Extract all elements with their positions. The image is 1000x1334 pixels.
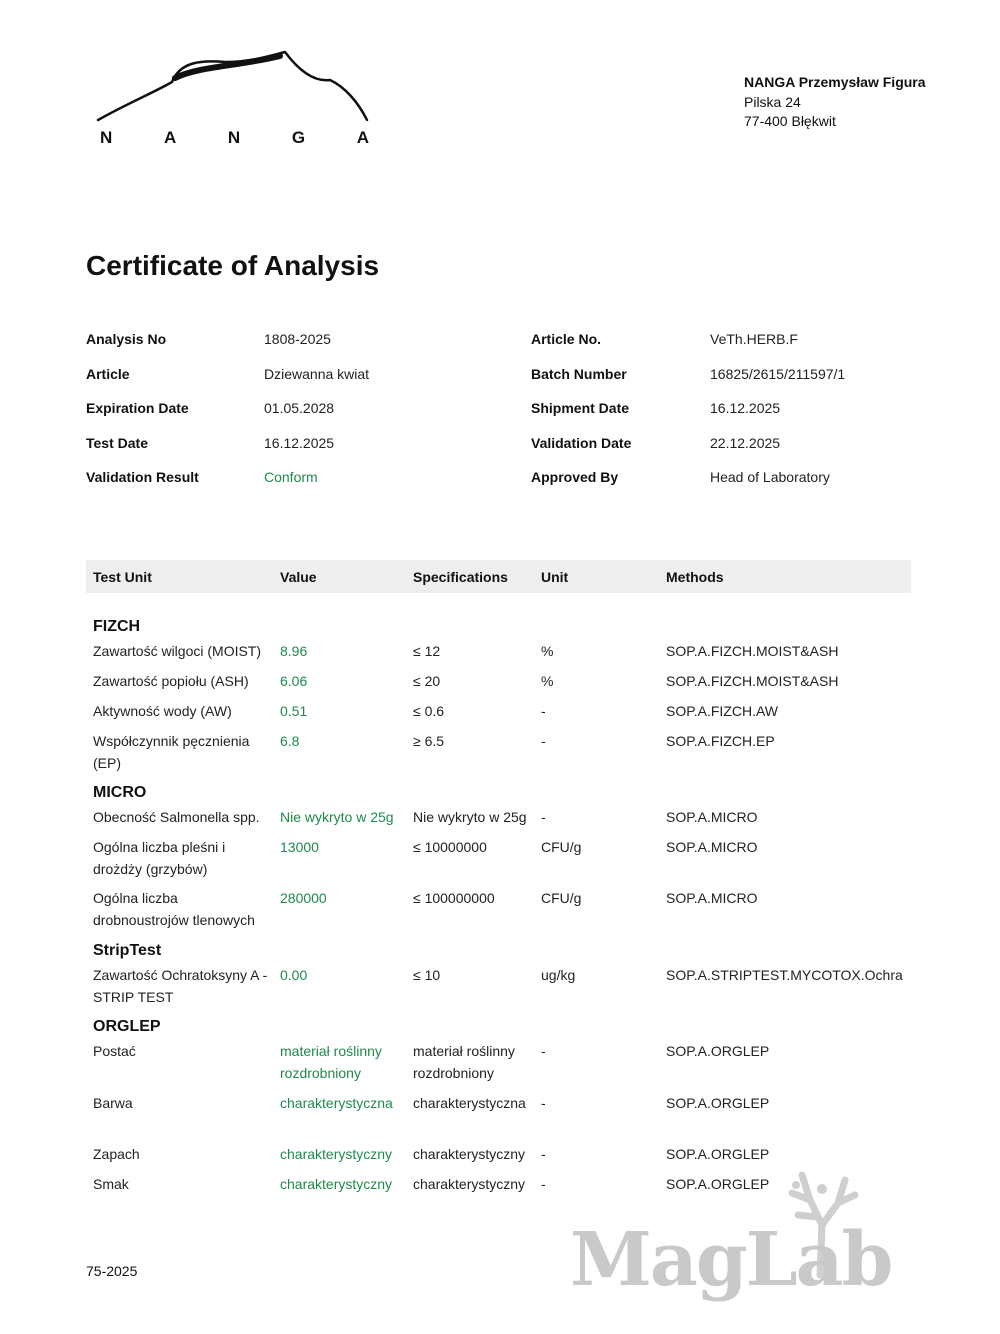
test-unit-cell: Ogólna liczba pleśni i drożdży (grzybów) bbox=[93, 839, 226, 877]
test-unit-cell: Barwa bbox=[93, 1095, 133, 1111]
specification-cell: ≤ 100000000 bbox=[413, 890, 495, 906]
logo-letter: A bbox=[163, 128, 178, 147]
test-unit-cell: Smak bbox=[93, 1176, 129, 1192]
method-cell: SOP.A.FIZCH.MOIST&ASH bbox=[666, 643, 839, 659]
meta-value: VeTh.HERB.F bbox=[710, 331, 798, 348]
specification-cell: materiał roślinny rozdrobniony bbox=[413, 1043, 515, 1081]
method-cell: SOP.A.MICRO bbox=[666, 809, 758, 825]
specification-cell: ≤ 10000000 bbox=[413, 839, 487, 855]
value-cell: 6.06 bbox=[280, 673, 308, 689]
method-cell: SOP.A.ORGLEP bbox=[666, 1176, 770, 1192]
meta-value: Dziewanna kwiat bbox=[264, 365, 370, 382]
meta-value: 01.05.2028 bbox=[264, 400, 335, 417]
page-title: Certificate of Analysis bbox=[86, 250, 380, 281]
value-cell: Nie wykryto w 25g bbox=[280, 809, 394, 825]
test-unit-cell: Zawartość popiołu (ASH) bbox=[93, 673, 249, 689]
nanga-logo bbox=[90, 42, 380, 152]
unit-cell: - bbox=[541, 733, 546, 749]
value-cell: materiał roślinny rozdrobniony bbox=[280, 1043, 382, 1081]
method-cell: SOP.A.STRIPTEST.MYCOTOX.Ochra bbox=[666, 967, 903, 983]
meta-value: Head of Laboratory bbox=[710, 469, 830, 486]
logo-letter: A bbox=[356, 128, 370, 147]
unit-cell: CFU/g bbox=[541, 890, 582, 906]
meta-row bbox=[531, 460, 845, 495]
specification-cell: charakterystyczny bbox=[413, 1176, 526, 1192]
test-unit-cell: Aktywność wody (AW) bbox=[93, 703, 232, 719]
mountain-logo-icon bbox=[90, 42, 380, 132]
company-address bbox=[744, 73, 926, 132]
meta-label: Batch Number bbox=[531, 365, 627, 382]
section-heading: MICRO bbox=[93, 784, 147, 801]
meta-row bbox=[86, 322, 369, 357]
meta-value: 16.12.2025 bbox=[710, 400, 781, 417]
test-unit-cell: Zawartość Ochratoksyny A - STRIP TEST bbox=[93, 967, 268, 1005]
meta-right bbox=[531, 322, 845, 495]
specification-cell: charakterystyczny bbox=[413, 1146, 526, 1162]
unit-cell: - bbox=[541, 1043, 546, 1059]
meta-value: 16.12.2025 bbox=[264, 434, 335, 451]
watermark-text: MagLab bbox=[570, 1217, 892, 1303]
method-cell: SOP.A.ORGLEP bbox=[666, 1043, 770, 1059]
unit-cell: - bbox=[541, 1095, 546, 1111]
method-cell: SOP.A.FIZCH.AW bbox=[666, 703, 779, 719]
meta-value: 1808-2025 bbox=[264, 331, 331, 348]
method-cell: SOP.A.ORGLEP bbox=[666, 1146, 770, 1162]
unit-cell: ug/kg bbox=[541, 967, 576, 983]
logo-letter: N bbox=[100, 128, 114, 147]
method-cell: SOP.A.MICRO bbox=[666, 890, 758, 906]
address-city: 77-400 Błękwit bbox=[744, 113, 836, 129]
method-cell: SOP.A.MICRO bbox=[666, 839, 758, 855]
company-name: NANGA Przemysław Figura bbox=[744, 74, 926, 90]
meta-row bbox=[86, 357, 369, 392]
meta-label: Article bbox=[86, 365, 130, 382]
results-table-header bbox=[86, 560, 911, 593]
meta-label: Expiration Date bbox=[86, 400, 189, 417]
specification-cell: ≤ 12 bbox=[413, 643, 441, 659]
meta-row bbox=[531, 357, 845, 392]
test-unit-cell: Zapach bbox=[93, 1146, 140, 1162]
value-cell: charakterystyczna bbox=[280, 1095, 393, 1111]
column-header-test-unit: Test Unit bbox=[93, 568, 152, 585]
value-cell: 6.8 bbox=[280, 733, 300, 749]
specification-cell: ≤ 10 bbox=[413, 967, 441, 983]
specification-cell: Nie wykryto w 25g bbox=[413, 809, 527, 825]
method-cell: SOP.A.FIZCH.MOIST&ASH bbox=[666, 673, 839, 689]
meta-row bbox=[531, 391, 845, 426]
column-header-value: Value bbox=[280, 568, 317, 585]
meta-label: Approved By bbox=[531, 469, 619, 486]
section-heading: ORGLEP bbox=[93, 1018, 161, 1035]
meta-row bbox=[531, 322, 845, 357]
unit-cell: % bbox=[541, 673, 554, 689]
meta-label: Article No. bbox=[531, 331, 602, 348]
meta-row bbox=[86, 391, 369, 426]
meta-value: 22.12.2025 bbox=[710, 434, 781, 451]
meta-left bbox=[86, 322, 369, 495]
specification-cell: ≤ 20 bbox=[413, 673, 441, 689]
meta-row bbox=[86, 426, 369, 461]
logo-wordmark bbox=[100, 128, 370, 148]
unit-cell: % bbox=[541, 643, 554, 659]
meta-label: Test Date bbox=[86, 434, 148, 451]
logo-letter: N bbox=[227, 128, 242, 147]
test-unit-cell: Postać bbox=[93, 1043, 136, 1059]
value-cell: charakterystyczny bbox=[280, 1146, 393, 1162]
section-heading: StripTest bbox=[93, 942, 162, 959]
value-cell: 13000 bbox=[280, 839, 319, 855]
value-cell: 280000 bbox=[280, 890, 327, 906]
meta-label: Analysis No bbox=[86, 331, 167, 348]
unit-cell: - bbox=[541, 703, 546, 719]
meta-label: Shipment Date bbox=[531, 400, 630, 417]
method-cell: SOP.A.FIZCH.EP bbox=[666, 733, 775, 749]
value-cell: 0.51 bbox=[280, 703, 308, 719]
document-footer-number: 75-2025 bbox=[86, 1263, 138, 1279]
meta-value: 16825/2615/211597/1 bbox=[710, 365, 846, 382]
section-heading: FIZCH bbox=[93, 618, 141, 635]
maglab-watermark bbox=[570, 1155, 915, 1315]
logo-letter: G bbox=[291, 128, 307, 147]
value-cell: charakterystyczny bbox=[280, 1176, 393, 1192]
specification-cell: ≥ 6.5 bbox=[413, 733, 445, 749]
test-unit-cell: Obecność Salmonella spp. bbox=[93, 809, 260, 825]
meta-row bbox=[531, 426, 845, 461]
column-header-specifications: Specifications bbox=[413, 568, 508, 585]
unit-cell: CFU/g bbox=[541, 839, 582, 855]
unit-cell: - bbox=[541, 1176, 546, 1192]
value-cell: 8.96 bbox=[280, 643, 308, 659]
column-header-methods: Methods bbox=[666, 568, 724, 585]
meta-label: Validation Date bbox=[531, 434, 632, 451]
unit-cell: - bbox=[541, 809, 546, 825]
value-cell: 0.00 bbox=[280, 967, 308, 983]
test-unit-cell: Ogólna liczba drobnoustrojów tlenowych bbox=[93, 890, 255, 928]
validation-result-value: Conform bbox=[264, 469, 318, 486]
method-cell: SOP.A.ORGLEP bbox=[666, 1095, 770, 1111]
specification-cell: ≤ 0.6 bbox=[413, 703, 445, 719]
column-header-unit: Unit bbox=[541, 568, 569, 585]
specification-cell: charakterystyczna bbox=[413, 1095, 526, 1111]
test-unit-cell: Zawartość wilgoci (MOIST) bbox=[93, 643, 262, 659]
meta-row bbox=[86, 460, 369, 495]
meta-label: Validation Result bbox=[86, 469, 199, 486]
test-unit-cell: Współczynnik pęcznienia (EP) bbox=[93, 733, 250, 771]
address-street: Pilska 24 bbox=[744, 93, 801, 110]
unit-cell: - bbox=[541, 1146, 546, 1162]
